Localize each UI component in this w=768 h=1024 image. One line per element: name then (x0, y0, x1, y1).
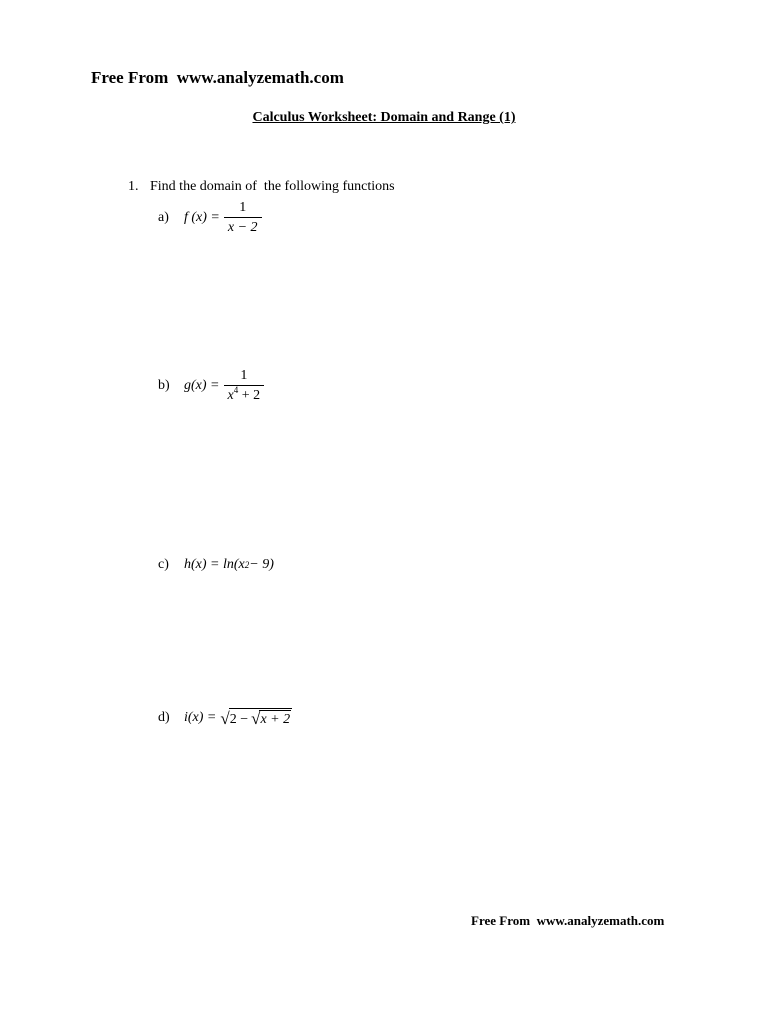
part-label: a) (158, 210, 169, 225)
denominator (224, 385, 265, 404)
part-label: b) (158, 378, 170, 393)
exponent: 4 (233, 385, 239, 395)
question-number: 1. (128, 179, 139, 194)
outer-const: 2 − (229, 712, 249, 727)
worksheet-title: Calculus Worksheet: Domain and Range (1) (252, 110, 516, 125)
footer-brand: Free From www.analyzemath.com (471, 913, 665, 928)
sqrt-icon: √ (220, 709, 230, 729)
numerator: 1 (239, 200, 247, 215)
function-lhs: h(x) = ln(x (184, 557, 245, 572)
part-c (158, 557, 274, 573)
part-d (158, 708, 292, 727)
function-lhs: i(x) = (184, 709, 217, 725)
function-f (184, 200, 262, 236)
part-a (158, 200, 262, 236)
question-prompt: Find the domain of the following functions (150, 179, 395, 194)
inner-radicand: x + 2 (260, 712, 291, 727)
part-b (158, 368, 264, 404)
function-g (184, 368, 264, 404)
function-lhs: g(x) = (184, 378, 220, 393)
fraction (224, 200, 262, 236)
outer-sqrt (220, 708, 292, 727)
numerator: 1 (240, 368, 248, 383)
function-lhs: f (x) = (184, 210, 220, 225)
outer-radicand (229, 708, 292, 727)
sqrt-icon: √ (251, 709, 261, 729)
part-label: d) (158, 709, 170, 725)
fraction (224, 368, 265, 404)
header-brand: Free From www.analyzemath.com (91, 68, 344, 87)
part-label: c) (158, 557, 169, 572)
denominator-rest: + 2 (238, 388, 261, 403)
function-rest: − 9) (249, 557, 274, 572)
inner-sqrt (251, 710, 291, 727)
function-i (184, 708, 292, 727)
function-h: h(x) = ln(x 2 − 9) (184, 557, 274, 572)
denominator-base: x (227, 388, 234, 403)
denominator: x − 2 (224, 217, 262, 236)
